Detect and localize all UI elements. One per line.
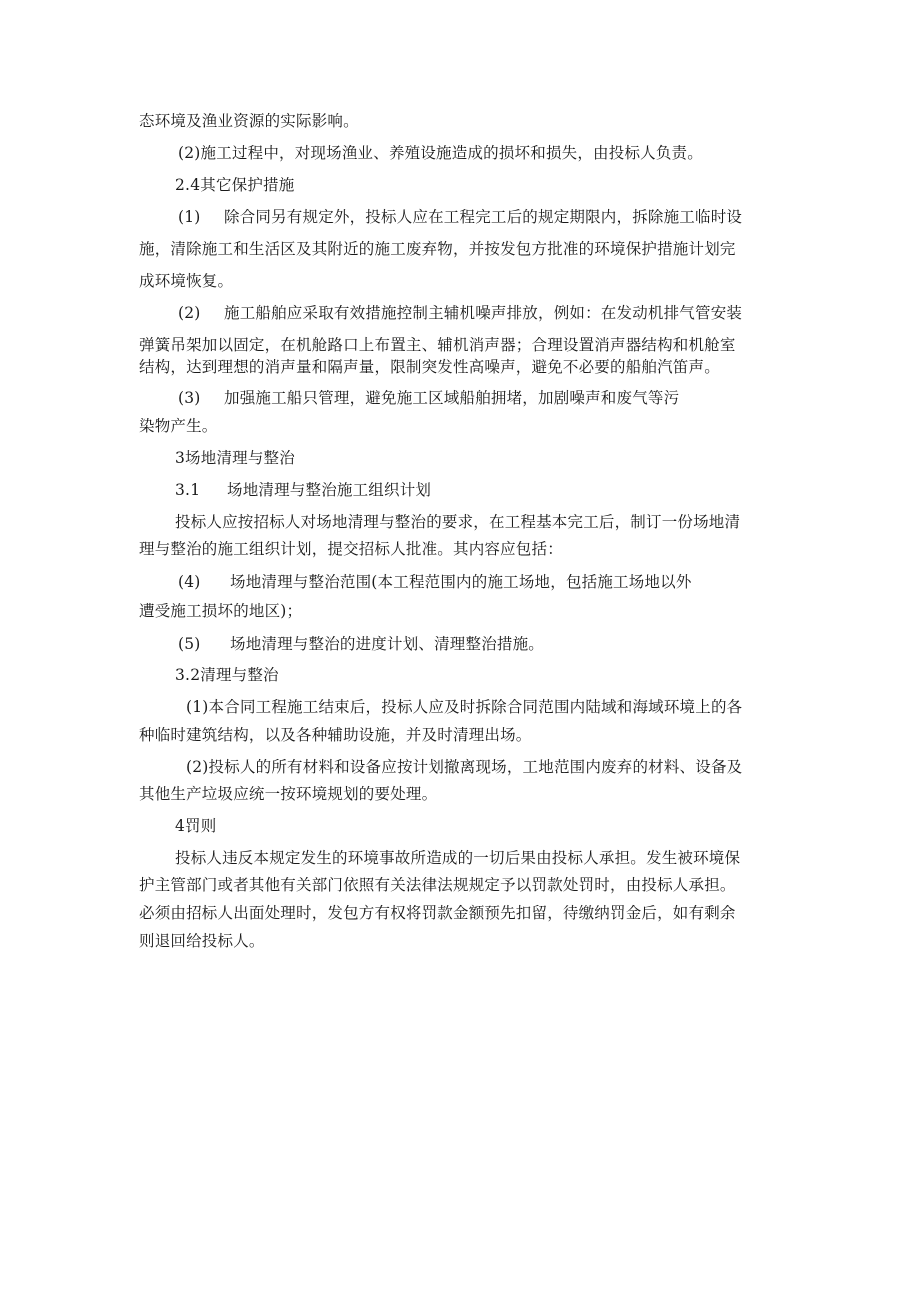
text-line: 理与整治的施工组织计划，提交招标人批准。其内容应包括： — [139, 540, 563, 558]
item-text: 施工船舶应采取有效措施控制主辅机噪声排放，例如：在发动机排气管安装 — [224, 304, 743, 322]
text-line: 染物产生。 — [139, 417, 218, 435]
numbered-item — [178, 303, 742, 323]
text-line: 弹簧吊架加以固定，在机舱路口上布置主、辅机消声器；合理设置消声器结构和机舱室 — [139, 336, 736, 354]
item-number: (4) — [178, 573, 201, 591]
item-number: (3) — [178, 389, 201, 407]
item-text: 除合同另有规定外，投标人应在工程完工后的规定期限内，拆除施工临时设 — [224, 208, 743, 226]
subsection-number: 3.1 — [175, 481, 201, 499]
text-line: (2)施工过程中，对现场渔业、养殖设施造成的损坏和损失，由投标人负责。 — [178, 144, 703, 162]
numbered-item — [178, 207, 742, 227]
subsection-title: 场地清理与整治施工组织计划 — [227, 481, 432, 499]
item-text: 场地清理与整治的进度计划、清理整治措施。 — [230, 635, 545, 653]
item-text: 场地清理与整治范围(本工程范围内的施工场地，包括施工场地以外 — [230, 573, 692, 591]
subsection-heading — [175, 480, 431, 500]
text-line: (1)本合同工程施工结束后，投标人应及时拆除合同范围内陆域和海域环境上的各 — [186, 698, 743, 716]
section-heading: 4罚则 — [175, 817, 217, 835]
text-line: 必须由招标人出面处理时，发包方有权将罚款金额预先扣留，待缴纳罚金后，如有剩余 — [139, 904, 736, 922]
text-line: 其他生产垃圾应统一按环境规划的要处理。 — [139, 785, 438, 803]
numbered-item — [178, 388, 679, 408]
text-line: 投标人应按招标人对场地清理与整治的要求，在工程基本完工后，制订一份场地清 — [175, 513, 741, 531]
text-line: 投标人违反本规定发生的环境事故所造成的一切后果由投标人承担。发生被环境保 — [175, 849, 741, 867]
item-number: (1) — [178, 208, 201, 226]
text-line: 护主管部门或者其他有关部门依照有关法律法规规定予以罚款处罚时，由投标人承担。 — [139, 876, 736, 894]
item-number: (2) — [178, 304, 201, 322]
subsection-heading: 3.2清理与整治 — [175, 666, 279, 684]
section-heading: 3场地清理与整治 — [175, 449, 295, 467]
item-text: 加强施工船只管理，避免施工区域船舶拥堵，加剧噪声和废气等污 — [224, 389, 680, 407]
text-line: 结构，达到理想的消声量和隔声量，限制突发性高噪声，避免不必要的船舶汽笛声。 — [139, 358, 720, 376]
text-line: (2)投标人的所有材料和设备应按计划撤离现场，工地范围内废弃的材料、设备及 — [186, 758, 743, 776]
text-line: 成环境恢复。 — [139, 272, 234, 290]
numbered-item — [178, 634, 544, 654]
section-heading: 2.4其它保护措施 — [175, 176, 295, 194]
text-line: 态环境及渔业资源的实际影响。 — [139, 112, 359, 130]
numbered-item — [178, 572, 692, 592]
text-line: 种临时建筑结构，以及各种辅助设施，并及时清理出场。 — [139, 726, 532, 744]
text-line: 施，清除施工和生活区及其附近的施工废弃物，并按发包方批准的环境保护措施计划完 — [139, 240, 736, 258]
item-number: (5) — [178, 635, 201, 653]
text-line: 则退回给投标人。 — [139, 932, 265, 950]
text-line: 遭受施工损坏的地区)； — [139, 602, 303, 620]
